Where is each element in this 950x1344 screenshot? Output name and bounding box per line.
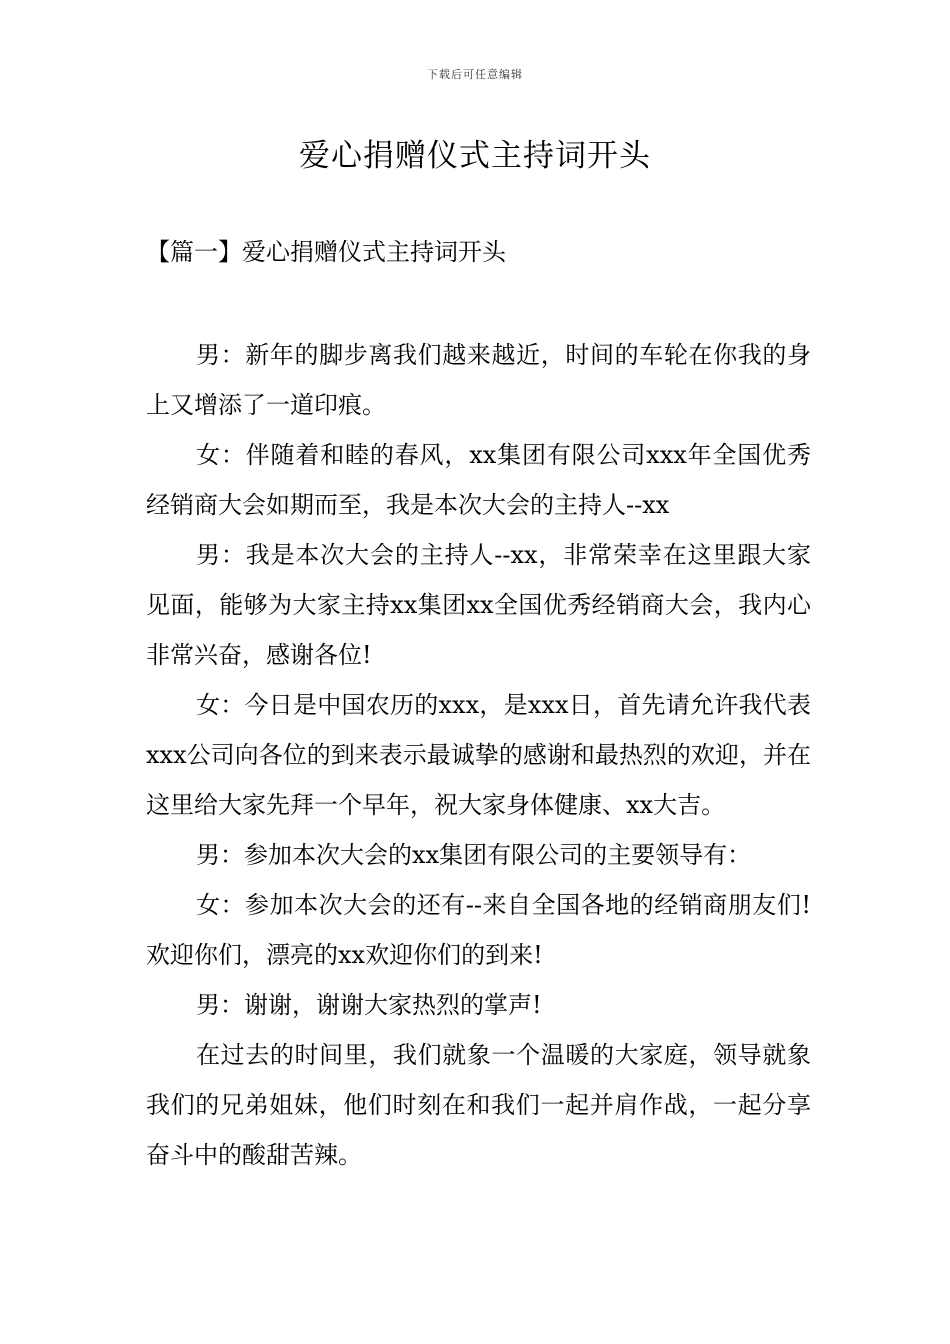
paragraph: 女：参加本次大会的还有--来自全国各地的经销商朋友们!欢迎你们，漂亮的xx欢迎你们的到来! — [146, 891, 811, 969]
header-note: 下载后可任意编辑 — [427, 68, 523, 81]
paragraph: 女：伴随着和睦的春风，xx集团有限公司xxx年全国优秀经销商大会如期而至，我是本次大会的主持人--xx — [146, 441, 811, 519]
paragraph: 男：我是本次大会的主持人--xx，非常荣幸在这里跟大家见面，能够为大家主持xx集团xx全国优秀经销商大会，我内心非常兴奋，感谢各位! — [146, 541, 811, 669]
paragraph: 男：谢谢，谢谢大家热烈的掌声! — [196, 991, 542, 1019]
paragraph: 男：参加本次大会的xx集团有限公司的主要领导有： — [196, 841, 752, 869]
paragraph: 女：今日是中国农历的xxx，是xxx日，首先请允许我代表xxx公司向各位的到来表示最诚挚的感谢和最热烈的欢迎，并在这里给大家先拜一个早年，祝大家身体健康、xx大吉。 — [146, 691, 811, 819]
document-body — [146, 330, 811, 1180]
document-title: 爱心捐赠仪式主持词开头 — [299, 138, 651, 174]
paragraph: 男：新年的脚步离我们越来越近，时间的车轮在你我的身上又增添了一道印痕。 — [146, 341, 811, 419]
paragraph: 在过去的时间里，我们就象一个温暖的大家庭，领导就象我们的兄弟姐妹，他们时刻在和我们一起并肩作战，一起分享奋斗中的酸甜苦辣。 — [146, 1041, 811, 1169]
section-heading: 【篇一】爱心捐赠仪式主持词开头 — [146, 238, 506, 266]
